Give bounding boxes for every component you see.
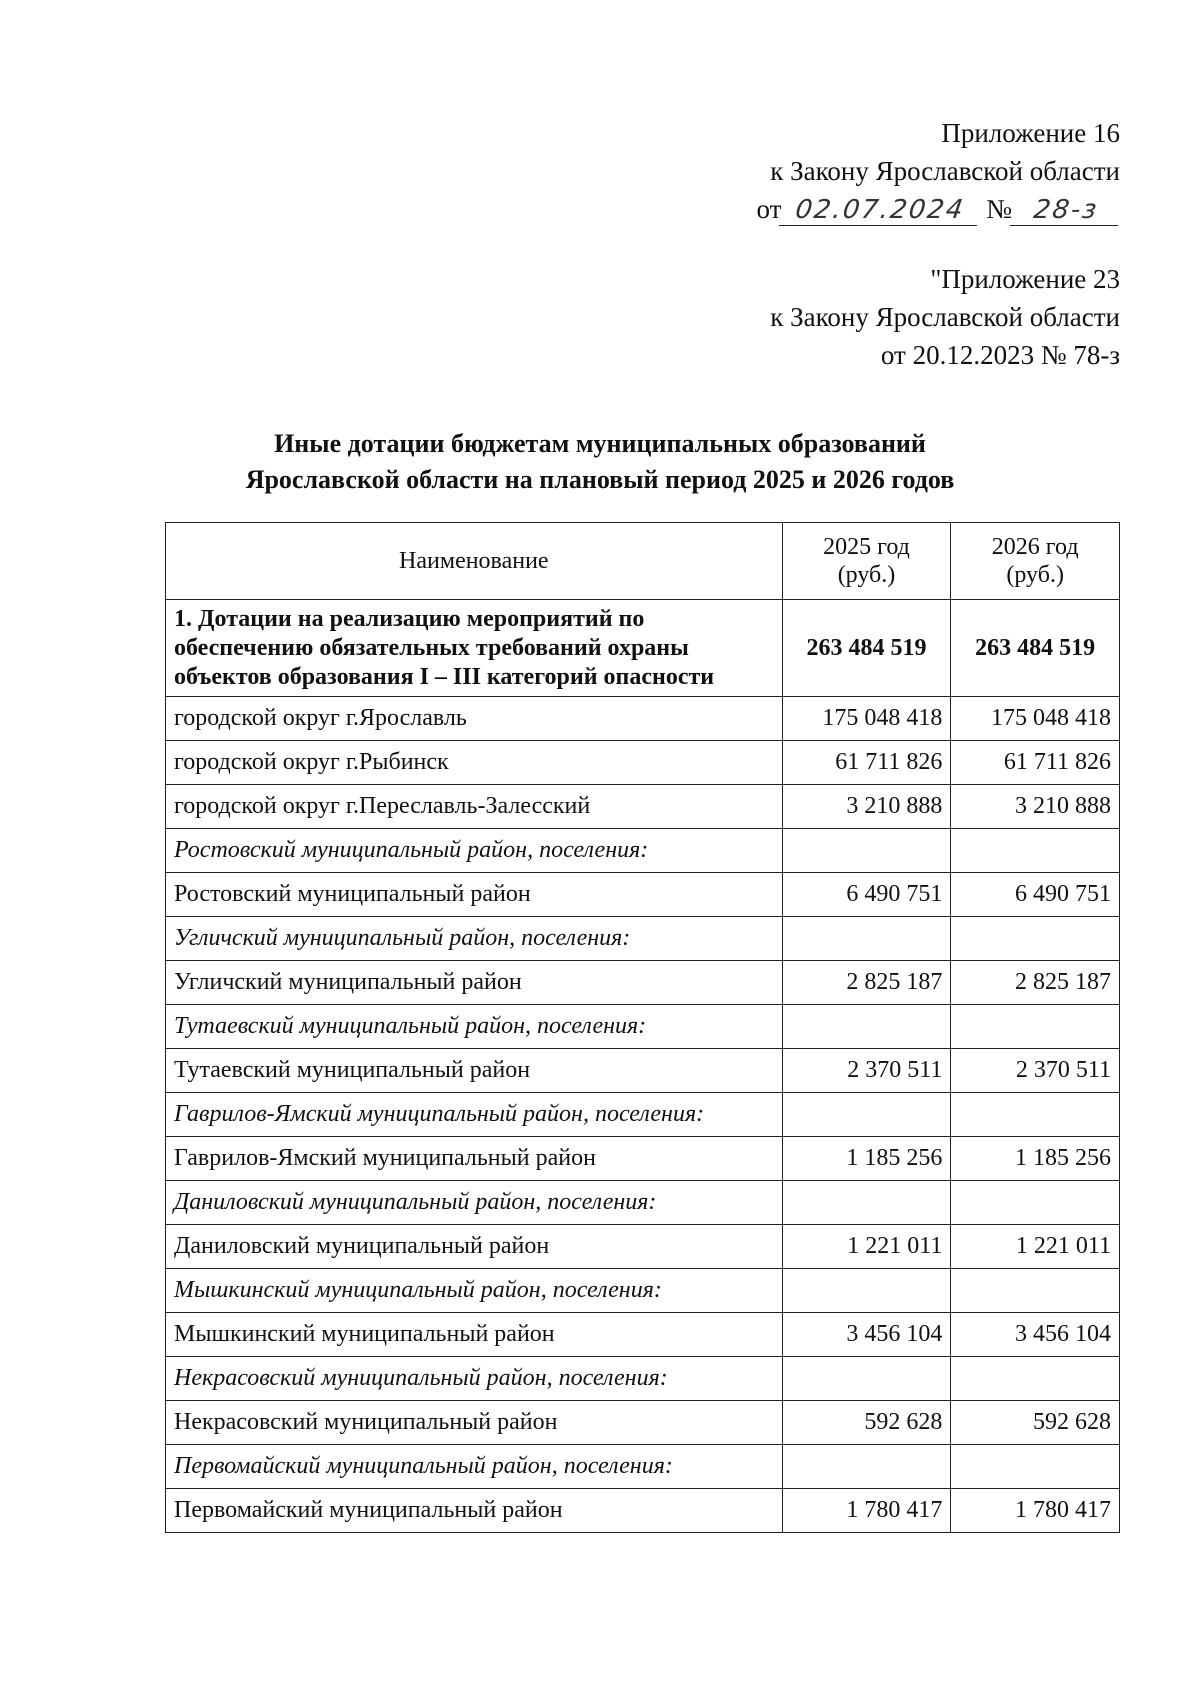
row-value-2026: 1 780 417 [951,1489,1120,1533]
header-2026-year: 2026 год [991,534,1079,560]
row-value-2025 [782,1181,951,1225]
row-value-2026: 3 210 888 [951,785,1120,829]
table-group-row [166,1093,1120,1137]
date-prefix: от [756,194,782,224]
section-name: 1. Дотации на реализацию мероприятий по обеспечению обязательных требований охраны объектов образования I – III категорий опасности [166,600,783,697]
section-2025: 263 484 519 [782,600,951,697]
table-group-row [166,1005,1120,1049]
table-row [166,873,1120,917]
row-value-2025 [782,917,951,961]
table-group-row [166,917,1120,961]
row-value-2026: 2 370 511 [951,1049,1120,1093]
row-name: городской округ г.Рыбинск [166,741,783,785]
row-value-2025: 61 711 826 [782,741,951,785]
row-name: Угличский муниципальный район [166,961,783,1005]
row-name: Гаврилов-Ямский муниципальный район [166,1137,783,1181]
row-value-2026 [951,1181,1120,1225]
row-value-2026: 1 185 256 [951,1137,1120,1181]
row-value-2025: 1 221 011 [782,1225,951,1269]
number-prefix: № [986,194,1012,224]
row-value-2025: 3 210 888 [782,785,951,829]
header-2025-year: 2025 год [823,534,910,560]
row-value-2026 [951,1005,1120,1049]
row-name: городской округ г.Ярославль [166,697,783,741]
row-value-2025: 6 490 751 [782,873,951,917]
original-appendix-header [770,260,1120,374]
row-value-2025: 2 825 187 [782,961,951,1005]
row-value-2026: 3 456 104 [951,1313,1120,1357]
row-value-2025 [782,1445,951,1489]
document-title-line-2: Ярославской области на плановый период 2025 и 2026 годов [245,465,955,494]
document-title [0,426,1200,498]
row-value-2026: 6 490 751 [951,873,1120,917]
row-value-2026 [951,917,1120,961]
row-value-2026 [951,1445,1120,1489]
row-name: Даниловский муниципальный район, поселения: [166,1181,783,1225]
row-name: Первомайский муниципальный район, поселения: [166,1445,783,1489]
original-appendix-line-2: к Закону Ярославской области [770,302,1120,332]
row-value-2025 [782,829,951,873]
row-name: Мышкинский муниципальный район [166,1313,783,1357]
row-value-2025 [782,1357,951,1401]
row-value-2025 [782,1269,951,1313]
table-row [166,1137,1120,1181]
table-row [166,1401,1120,1445]
section-2026: 263 484 519 [951,600,1120,697]
row-value-2026: 1 221 011 [951,1225,1120,1269]
row-value-2025: 592 628 [782,1401,951,1445]
row-name: Некрасовский муниципальный район, поселения: [166,1357,783,1401]
table-row [166,741,1120,785]
table-row [166,1225,1120,1269]
handwritten-date: 02.07.2024 [779,195,981,226]
header-2025 [782,523,951,600]
row-name: Гаврилов-Ямский муниципальный район, поселения: [166,1093,783,1137]
table-group-row [166,1445,1120,1489]
row-value-2026 [951,1357,1120,1401]
appendix-date-line [757,190,1120,228]
row-name: Угличский муниципальный район, поселения: [166,917,783,961]
row-value-2026 [951,1093,1120,1137]
row-value-2025: 1 185 256 [782,1137,951,1181]
header-2026 [951,523,1120,600]
table-group-row [166,1269,1120,1313]
row-value-2025 [782,1005,951,1049]
row-value-2026: 61 711 826 [951,741,1120,785]
row-value-2026: 175 048 418 [951,697,1120,741]
row-name: городской округ г.Переславль-Залесский [166,785,783,829]
row-value-2025: 175 048 418 [782,697,951,741]
appendix-line-2: к Закону Ярославской области [770,156,1120,186]
table-group-row [166,1181,1120,1225]
table-row [166,1049,1120,1093]
row-value-2026 [951,1269,1120,1313]
header-name: Наименование [166,523,783,600]
row-name: Тутаевский муниципальный район, поселения: [166,1005,783,1049]
table-row [166,697,1120,741]
table-row [166,785,1120,829]
row-value-2026 [951,829,1120,873]
header-2025-unit: (руб.) [837,562,896,588]
row-name: Тутаевский муниципальный район [166,1049,783,1093]
row-name: Ростовский муниципальный район [166,873,783,917]
appendix-header [757,114,1120,228]
row-value-2025 [782,1093,951,1137]
document-title-line-1: Иные дотации бюджетам муниципальных образований [274,429,926,458]
table-group-row [166,829,1120,873]
row-value-2026: 2 825 187 [951,961,1120,1005]
section-row [166,600,1120,697]
row-value-2025: 3 456 104 [782,1313,951,1357]
table-row [166,961,1120,1005]
table-group-row [166,1357,1120,1401]
row-value-2026: 592 628 [951,1401,1120,1445]
row-value-2025: 1 780 417 [782,1489,951,1533]
original-appendix-line-1: "Приложение 23 [930,264,1120,294]
table-header-row [166,523,1120,600]
subsidies-table [165,522,1120,1533]
row-name: Первомайский муниципальный район [166,1489,783,1533]
appendix-line-1: Приложение 16 [941,118,1120,148]
row-name: Даниловский муниципальный район [166,1225,783,1269]
row-name: Некрасовский муниципальный район [166,1401,783,1445]
table-row [166,1313,1120,1357]
table-row [166,1489,1120,1533]
handwritten-number: 28-з [1010,195,1122,226]
header-2026-unit: (руб.) [1006,562,1064,588]
original-appendix-line-3: от 20.12.2023 № 78-з [880,340,1120,370]
row-name: Ростовский муниципальный район, поселения: [166,829,783,873]
row-value-2025: 2 370 511 [782,1049,951,1093]
row-name: Мышкинский муниципальный район, поселения: [166,1269,783,1313]
